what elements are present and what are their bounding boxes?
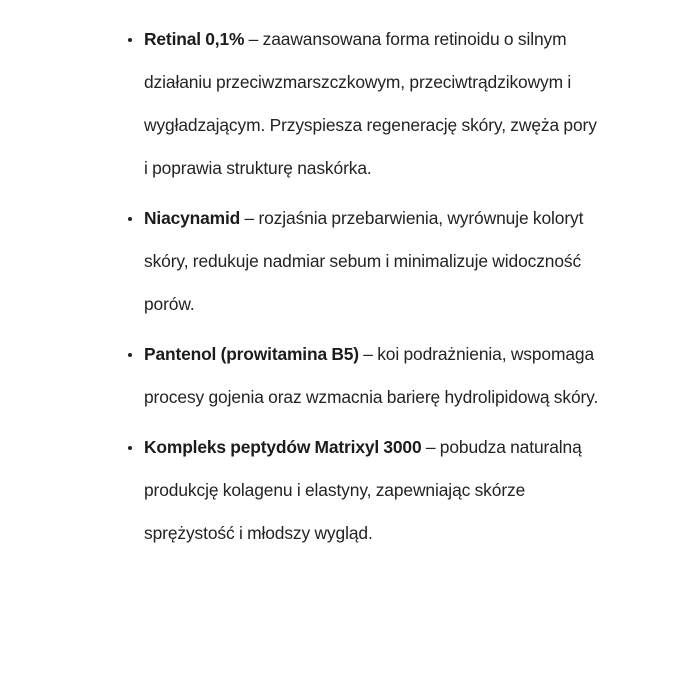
bullet-icon [128, 38, 132, 42]
ingredient-name: Retinal 0,1% [144, 29, 245, 49]
bullet-icon [128, 353, 132, 357]
list-item [128, 333, 601, 419]
list-item [128, 18, 601, 190]
ingredient-description: rozjaśnia przebarwienia, wyrównuje koloryt skóry, redukuje nadmiar sebum i minimalizuje widoczność porów. [144, 208, 584, 314]
ingredient-name: Niacynamid [144, 208, 241, 228]
ingredient-description: pobudza naturalną produkcję kolagenu i elastyny, zapewniając skórze sprężystość i młodszy wygląd. [144, 437, 582, 543]
ingredient-separator: – [421, 437, 440, 457]
ingredient-separator: – [244, 29, 263, 49]
ingredient-separator: – [240, 208, 259, 228]
bullet-icon [128, 217, 132, 221]
ingredient-list [128, 18, 601, 555]
list-item [128, 426, 601, 555]
bullet-icon [128, 446, 132, 450]
list-item [128, 197, 601, 326]
ingredient-name: Kompleks peptydów Matrixyl 3000 [144, 437, 422, 457]
ingredient-description: zaawansowana forma retinoidu o silnym działaniu przeciwzmarszczkowym, przeciwtrądzikowym i wygładzającym. Przyspiesza regenerację skóry, zwęża pory i poprawia strukturę naskórka. [144, 29, 597, 178]
ingredient-name: Pantenol (prowitamina B5) [144, 344, 359, 364]
ingredient-separator: – [358, 344, 378, 364]
ingredient-description: koi podrażnienia, wspomaga procesy gojenia oraz wzmacnia barierę hydrolipidową skóry. [144, 344, 599, 407]
